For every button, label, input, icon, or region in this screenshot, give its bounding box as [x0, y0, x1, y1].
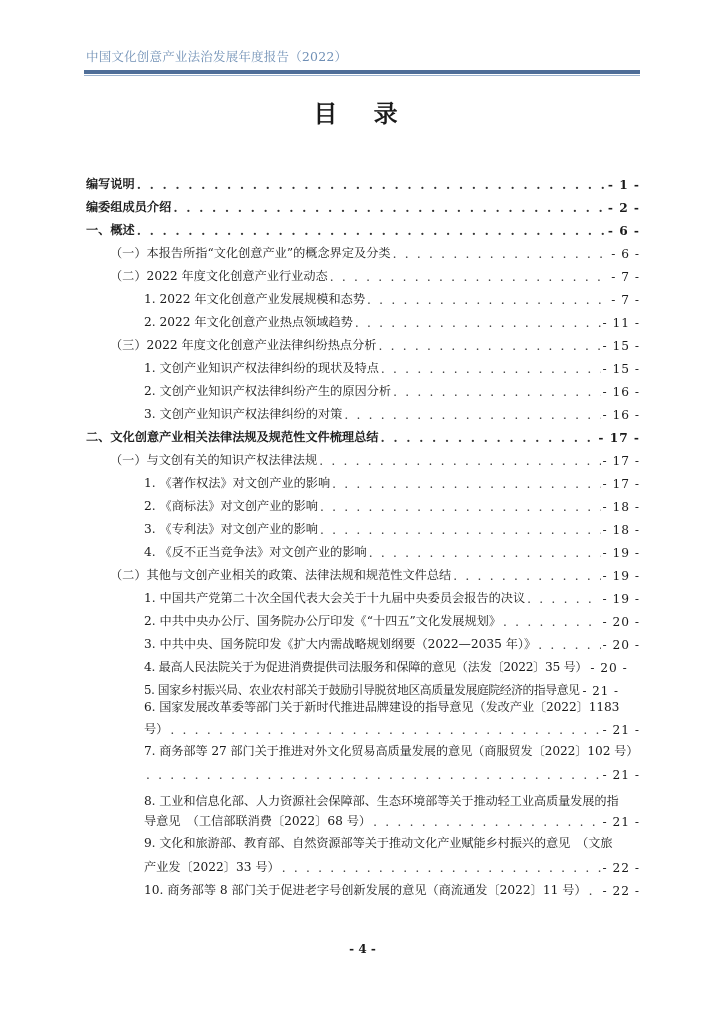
- toc-leader-dots: [373, 815, 600, 829]
- toc-leader-dots: [381, 362, 601, 376]
- toc-entry-text: 编委组成员介绍: [86, 200, 172, 214]
- toc-entry[interactable]: [144, 517, 640, 537]
- toc-entry[interactable]: [144, 609, 640, 629]
- toc-entry-text: 1. 中国共产党第二十次全国代表大会关于十九届中央委员会报告的决议: [144, 591, 526, 605]
- toc-entry-text: 10. 商务部等 8 部门关于促进老字号创新发展的意见（商流通发〔2022〕11 号）: [144, 883, 587, 897]
- toc-entry-text: （二）2022 年度文化创意产业行业动态: [110, 269, 328, 283]
- toc-entry-page: - 19 -: [602, 569, 640, 583]
- toc-entry-page: - 22 -: [602, 861, 640, 875]
- toc-entry-page: - 7 -: [611, 270, 640, 284]
- toc-entry-text: 4. 最高人民法院关于为促进消费提供司法服务和保障的意见（法发〔2022〕35 号）: [144, 660, 588, 674]
- toc-entry-text-line2: 号）: [144, 722, 169, 736]
- toc-entry[interactable]: [144, 586, 640, 606]
- toc-entry-page: - 18 -: [602, 500, 640, 514]
- toc-leader-dots: [393, 247, 610, 261]
- toc-entry[interactable]: [144, 494, 640, 514]
- toc-leader-dots: [332, 477, 600, 491]
- toc-entry[interactable]: [144, 356, 640, 376]
- header-rule-thin: [84, 75, 640, 76]
- toc-leader-dots: [355, 316, 601, 330]
- toc-entry-text-line2: 导意见 （工信部联消费〔2022〕68 号）: [144, 814, 372, 828]
- toc-entry-page: - 19 -: [602, 592, 640, 606]
- toc-leader-dots: [538, 638, 600, 652]
- toc-entry[interactable]: [110, 563, 640, 583]
- toc-entry[interactable]: [110, 448, 640, 468]
- page-title: 目 录: [313, 99, 412, 128]
- toc-entry[interactable]: [86, 172, 640, 192]
- toc-entry-page: - 21 -: [602, 768, 640, 782]
- toc-entry[interactable]: [144, 402, 640, 422]
- toc-entry[interactable]: [86, 195, 640, 215]
- toc-leader-dots: [170, 723, 600, 737]
- toc-entry-page: - 17 -: [602, 477, 640, 491]
- toc-entry[interactable]: [144, 632, 640, 652]
- toc-entry-continuation[interactable]: [144, 809, 640, 829]
- toc-entry-text-line1[interactable]: 9. 文化和旅游部、教育部、自然资源部等关于推动文化产业赋能乡村振兴的意见 （文旅: [144, 836, 613, 850]
- toc-leader-dots: [320, 523, 601, 537]
- toc-entry-text: 编写说明: [86, 177, 135, 191]
- toc-entry[interactable]: [110, 264, 640, 284]
- toc-entry-text-line2: 产业发〔2022〕33 号）: [144, 860, 280, 874]
- toc-entry-text-line1[interactable]: 8. 工业和信息化部、人力资源社会保障部、生态环境部等关于推动轻工业高质量发展的指: [144, 794, 619, 808]
- toc-leader-dots: [319, 454, 600, 468]
- toc-entry[interactable]: [110, 333, 640, 353]
- toc-entry-page: - 6 -: [607, 224, 640, 238]
- toc-leader-dots: [137, 178, 606, 192]
- toc-leader-dots: [453, 569, 600, 583]
- toc-leader-dots: [320, 500, 601, 514]
- toc-entry-page: - 1 -: [607, 178, 640, 192]
- toc-entry-page: - 2 -: [607, 201, 640, 215]
- toc-entry-continuation[interactable]: [144, 855, 640, 875]
- toc-leader-dots: [330, 270, 610, 284]
- toc-entry-text: 1. 文创产业知识产权法律纠纷的现状及特点: [144, 361, 379, 375]
- toc-entry-text: 5. 国家乡村振兴局、农业农村部关于鼓励引导脱贫地区高质量发展庭院经济的指导意见: [144, 683, 580, 697]
- toc-entry-continuation[interactable]: [144, 762, 640, 782]
- toc-entry[interactable]: [86, 425, 640, 445]
- toc-entry-page: - 20 -: [602, 638, 640, 652]
- toc-entry[interactable]: [144, 310, 640, 330]
- toc-entry[interactable]: [144, 471, 640, 491]
- toc-entry-page: - 20 -: [602, 615, 640, 629]
- toc-entry-page: - 21 -: [582, 684, 619, 698]
- toc-entry-page: - 7 -: [611, 293, 640, 307]
- toc-entry-text: 二、文化创意产业相关法律法规及规范性文件梳理总结: [86, 430, 379, 444]
- toc-entry-text: （三）2022 年度文化创意产业法律纠纷热点分析: [110, 338, 377, 352]
- toc-leader-dots: [378, 339, 600, 353]
- toc-entry-text: 2. 中共中央办公厅、国务院办公厅印发《“十四五”文化发展规划》: [144, 614, 502, 628]
- toc-entry-page: - 11 -: [602, 316, 640, 330]
- toc-leader-dots: [344, 408, 600, 422]
- toc-entry-text: 1. 《著作权法》对文创产业的影响: [144, 476, 331, 490]
- header-rule: [84, 70, 640, 74]
- toc-entry-page: - 6 -: [611, 247, 640, 261]
- toc-entry[interactable]: [144, 878, 640, 898]
- toc-entry-text-line1[interactable]: 6. 国家发展改革委等部门关于新时代推进品牌建设的指导意见（发改产业〔2022〕1183: [144, 700, 620, 714]
- toc-leader-dots: [381, 431, 597, 445]
- toc-entry-text: （一）与文创有关的知识产权法律法规: [110, 453, 318, 467]
- toc-entry[interactable]: [144, 678, 674, 698]
- toc-entry-page: - 20 -: [590, 661, 628, 675]
- toc-leader-dots: [527, 592, 600, 606]
- toc-entry[interactable]: [110, 241, 640, 261]
- toc-entry-page: - 22 -: [602, 884, 640, 898]
- toc-entry-continuation[interactable]: [144, 717, 640, 737]
- toc-leader-dots: [589, 884, 601, 898]
- toc-entry-text: 1. 2022 年文化创意产业发展规模和态势: [144, 292, 366, 306]
- toc-entry-page: - 19 -: [602, 546, 640, 560]
- toc-entry-page: - 17 -: [602, 454, 640, 468]
- toc-entry-text: （一）本报告所指“文化创意产业”的概念界定及分类: [110, 246, 391, 260]
- toc-entry-text: 2. 文创产业知识产权法律纠纷产生的原因分析: [144, 384, 392, 398]
- toc-entry-page: - 21 -: [602, 723, 640, 737]
- toc-entry-text: （二）其他与文创产业相关的政策、法律法规和规范性文件总结: [110, 568, 452, 582]
- toc-entry-text: 2. 2022 年文化创意产业热点领域趋势: [144, 315, 353, 329]
- page-number: - 4 -: [349, 942, 376, 956]
- toc-entry-text: 4. 《反不正当竞争法》对文创产业的影响: [144, 545, 367, 559]
- toc-leader-dots: [503, 615, 600, 629]
- toc-entry-text: 3. 中共中央、国务院印发《扩大内需战略规划纲要（2022—2035 年）》: [144, 637, 537, 651]
- toc-entry-page: - 16 -: [602, 408, 640, 422]
- toc-entry[interactable]: [144, 287, 640, 307]
- toc-leader-dots: [393, 385, 600, 399]
- toc-entry-page: - 15 -: [602, 362, 640, 376]
- toc-leader-dots: [146, 768, 601, 782]
- toc-entry-text: 3. 《专利法》对文创产业的影响: [144, 522, 318, 536]
- toc-entry[interactable]: [144, 379, 640, 399]
- toc-entry-page: - 17 -: [598, 431, 640, 445]
- toc-entry-page: - 21 -: [602, 815, 640, 829]
- toc-leader-dots: [282, 861, 601, 875]
- toc-entry-page: - 15 -: [602, 339, 640, 353]
- toc-entry[interactable]: [86, 218, 640, 238]
- toc-leader-dots: [369, 546, 601, 560]
- toc-entry[interactable]: [144, 655, 654, 675]
- toc-leader-dots: [173, 201, 606, 215]
- toc-entry-text: 一、概述: [86, 223, 135, 237]
- toc-leader-dots: [137, 224, 606, 238]
- toc-entry-text: 2. 《商标法》对文创产业的影响: [144, 499, 318, 513]
- toc-leader-dots: [367, 293, 609, 307]
- running-header: 中国文化创意产业法治发展年度报告（2022）: [86, 49, 348, 64]
- toc-entry[interactable]: [144, 540, 640, 560]
- toc-entry-page: - 18 -: [602, 523, 640, 537]
- toc-entry-text-line1[interactable]: 7. 商务部等 27 部门关于推进对外文化贸易高质量发展的意见（商服贸发〔2022〕102 号）: [144, 744, 639, 758]
- toc-entry-page: - 16 -: [602, 385, 640, 399]
- toc-entry-text: 3. 文创产业知识产权法律纠纷的对策: [144, 407, 343, 421]
